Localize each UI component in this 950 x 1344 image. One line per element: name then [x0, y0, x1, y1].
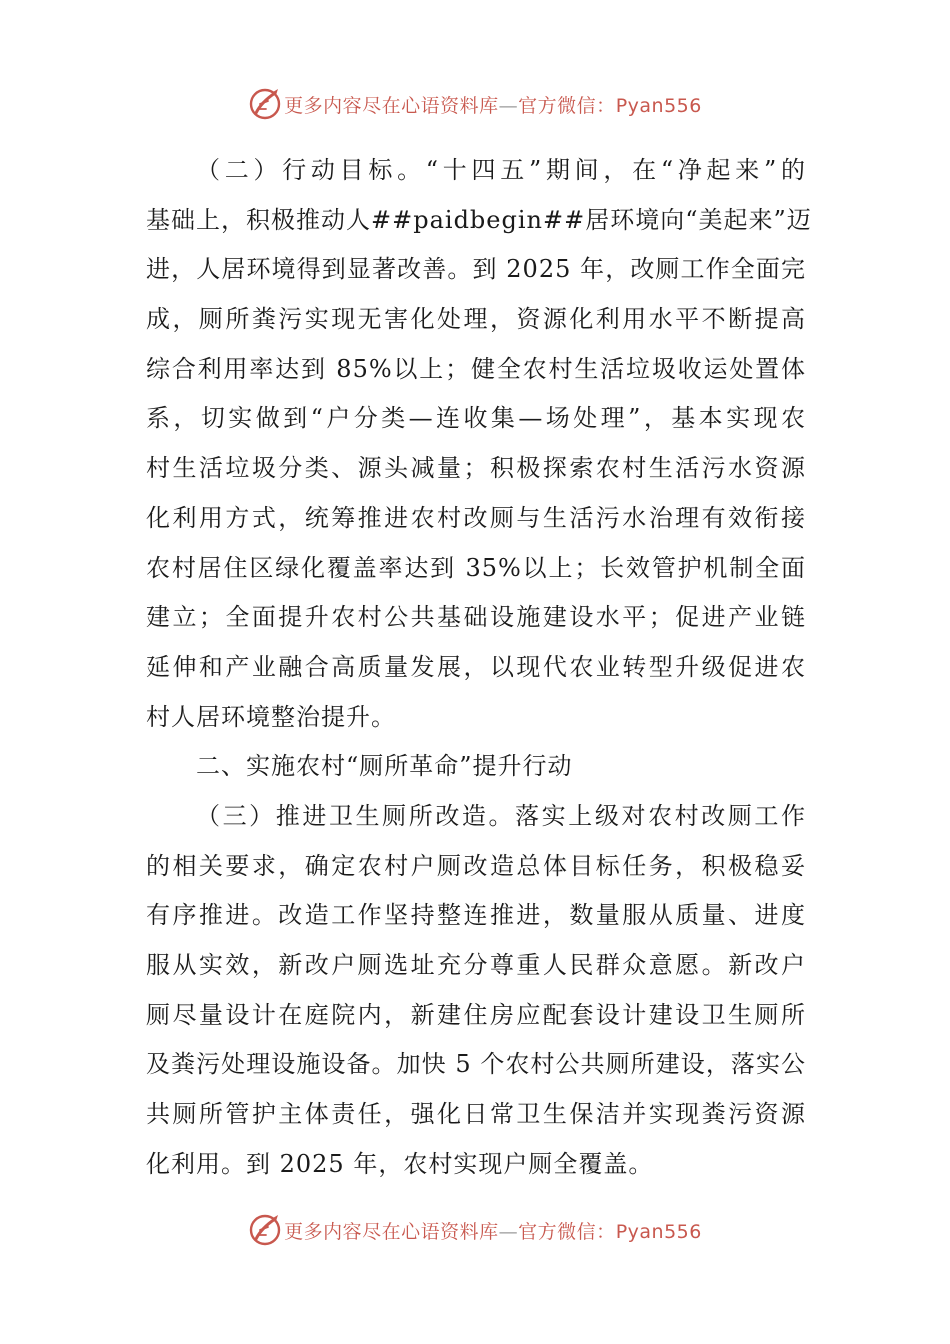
footer-watermark-banner [0, 1210, 950, 1250]
text-line: 综合利用率达到 85%以上；健全农村生活垃圾收运处置体 [146, 354, 806, 383]
text-line: （二）行动目标。“十四五”期间，在“净起来”的 [196, 156, 806, 184]
text-line: 有序推进。改造工作坚持整连推进，数量服从质量、进度 [146, 901, 806, 930]
header-watermark-banner [0, 84, 950, 124]
text-line: 进，人居环境得到显著改善。到 2025 年，改厕工作全面完 [146, 255, 806, 284]
text-line: 建立；全面提升农村公共基础设施建设水平；促进产业链 [146, 603, 806, 632]
text-line: （三）推进卫生厕所改造。落实上级对农村改厕工作 [196, 801, 806, 830]
text-line: 成，厕所粪污实现无害化处理，资源化利用水平不断提高 [146, 305, 806, 334]
text-line: 村生活垃圾分类、源头减量；积极探索农村生活污水资源 [146, 454, 806, 483]
text-line: 农村居住区绿化覆盖率达到 35%以上；长效管护机制全面 [146, 553, 806, 582]
text-line: 化利用。到 2025 年，农村实现户厕全覆盖。 [146, 1149, 654, 1178]
pen-seal-icon [248, 1213, 282, 1247]
text-line: 服从实效，新改户厕选址充分尊重人民群众意愿。新改户 [146, 951, 806, 979]
section-heading: 二、实施农村“厕所革命”提升行动 [196, 752, 573, 781]
text-line: 厕尽量设计在庭院内，新建住房应配套设计建设卫生厕所 [146, 1000, 806, 1029]
document-body [146, 146, 812, 1189]
text-line: 延伸和产业融合高质量发展，以现代农业转型升级促进农 [146, 652, 806, 681]
text-line: 系，切实做到“户分类—连收集—场处理”，基本实现农 [146, 404, 806, 433]
text-line: 共厕所管护主体责任，强化日常卫生保洁并实现粪污资源 [146, 1100, 806, 1129]
text-line: 化利用方式，统筹推进农村改厕与生活污水治理有效衔接 [146, 503, 806, 532]
watermark-text: 更多内容尽在心语资料库—官方微信：Pyan556 [284, 1220, 702, 1243]
text-line: 村人居环境整治提升。 [146, 702, 396, 731]
watermark-text: 更多内容尽在心语资料库—官方微信：Pyan556 [284, 94, 702, 117]
text-line: 的相关要求，确定农村户厕改造总体目标任务，积极稳妥 [146, 851, 806, 880]
text-line: 基础上，积极推动人##paidbegin##居环境向“美起来”迈 [146, 205, 812, 234]
pen-seal-icon [248, 87, 282, 121]
text-line: 及粪污处理设施设备。加快 5 个农村公共厕所建设，落实公 [146, 1050, 806, 1079]
